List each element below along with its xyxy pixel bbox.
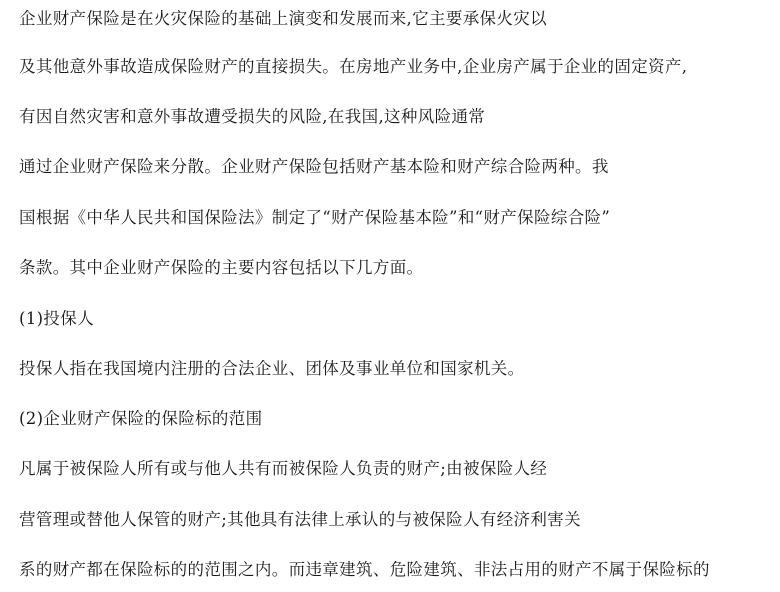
text-line: 条款。其中企业财产保险的主要内容包括以下几方面。 xyxy=(19,258,424,277)
text-line: 投保人指在我国境内注册的合法企业、团体及事业单位和国家机关。 xyxy=(19,359,525,378)
text-line: 有因自然灾害和意外事故遭受损失的风险,在我国,这种风险通常 xyxy=(19,107,486,126)
text-line: 系的财产都在保险标的的范围之内。而违章建筑、危险建筑、非法占用的财产不属于保险标的 xyxy=(19,560,710,579)
text-line: 凡属于被保险人所有或与他人共有而被保险人负责的财产;由被保险人经 xyxy=(19,459,548,478)
section-heading: (2)企业财产保险的保险标的范围 xyxy=(19,409,263,428)
text-line: 营管理或替他人保管的财产;其他具有法律上承认的与被保险人有经济利害关 xyxy=(19,510,581,529)
section-heading: (1)投保人 xyxy=(19,309,94,328)
text-line: 国根据《中华人民共和国保险法》制定了“财产保险基本险”和“财产保险综合险” xyxy=(19,208,611,227)
text-line: 企业财产保险是在火灾保险的基础上演变和发展而来,它主要承保火灾以 xyxy=(19,9,547,28)
text-line: 及其他意外事故造成保险财产的直接损失。在房地产业务中,企业房产属于企业的固定资产, xyxy=(19,57,688,76)
text-line: 通过企业财产保险来分散。企业财产保险包括财产基本险和财产综合险两种。我 xyxy=(19,157,609,176)
